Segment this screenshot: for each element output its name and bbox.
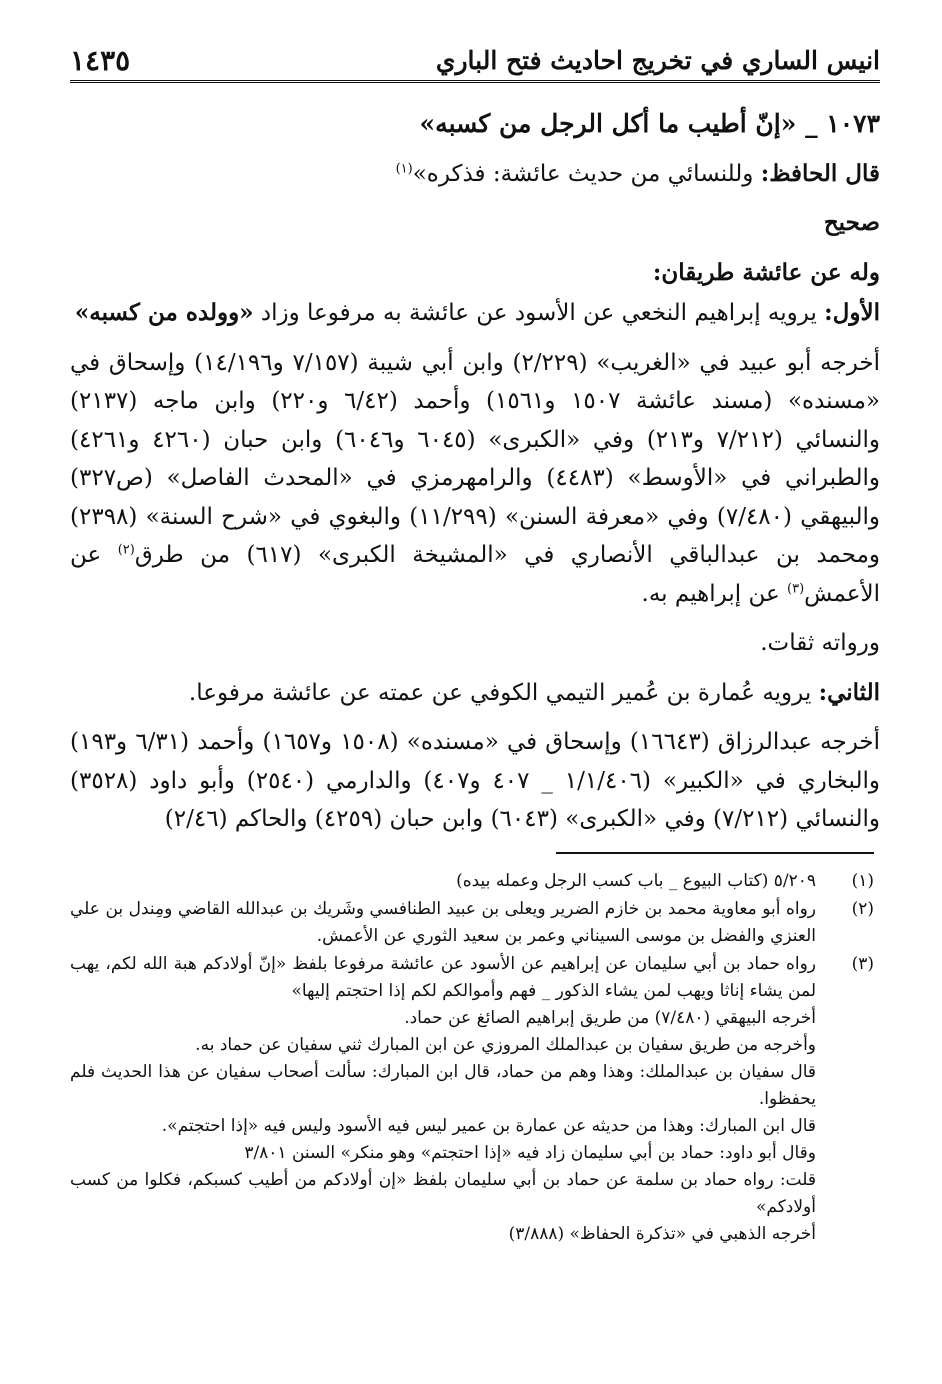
first-route-addition: «وولده من كسبه» — [74, 299, 254, 326]
footnote-ref-2[interactable]: (٢) — [117, 542, 135, 558]
main-text — [70, 105, 880, 850]
first-route-text: يرويه إبراهيم النخعي عن الأسود عن عائشة به مرفوعا وزاد — [260, 300, 817, 326]
footnote-ref-3[interactable]: (٣) — [787, 580, 805, 596]
footnote-line: أخرجه الذهبي في «تذكرة الحفاظ» (٣/٨٨٨) — [508, 1224, 816, 1244]
second-route — [70, 674, 880, 713]
footnote-ref-1[interactable]: (١) — [395, 160, 413, 176]
footnote-separator — [556, 852, 874, 854]
footnote-body — [70, 951, 816, 1248]
footnote-line: ٥/٢٠٩ (كتاب البيوع _ باب كسب الرجل وعمله بيده) — [456, 871, 816, 891]
footnote-number: (٢) — [851, 899, 874, 919]
hadith-title: ١٠٧٣ _ «إنّ أطيب ما أكل الرجل من كسبه» — [419, 109, 880, 138]
footnote-1 — [70, 868, 874, 895]
footnote-line: رواه حماد بن أبي سليمان عن إبراهيم عن الأسود عن عائشة مرفوعا بلفظ «إنّ أولادكم هبة الله لكم، يهب لمن يشاء إناثا ويهب لمن يشاء الذكور _ فهم وأموالكم لكم إذا احتجتم إليها» — [70, 954, 816, 1001]
first-takhrij-b: عن الأعمش — [70, 542, 880, 607]
grade: صحيح — [823, 209, 880, 236]
footnote-3 — [70, 951, 874, 1248]
routes-intro: وله عن عائشة طريقان: — [652, 258, 880, 286]
first-takhrij-c: عن إبراهيم به. — [641, 580, 780, 607]
footnote-line: وقال أبو داود: حماد بن أبي سليمان زاد فيه «إذا احتجتم» وهو منكر» السنن ٣/٨٠١ — [244, 1143, 816, 1163]
footnote-line: قال ابن المبارك: وهذا من حديثه عن عمارة بن عمير ليس فيه الأسود وليس فيه «إذا احتجتم». — [161, 1116, 816, 1136]
hafiz-quote — [70, 155, 880, 194]
footnote-line: قال سفيان بن عبدالملك: وهذا وهم من حماد، قال ابن المبارك: سألت أصحاب سفيان عن هذا الحديث فلم يحفظوا. — [70, 1062, 816, 1109]
first-takhrij — [70, 344, 880, 614]
footnote-line: قلت: رواه حماد بن سلمة عن حماد بن أبي سليمان بلفظ «إن أولادكم من أطيب كسبكم، فكلوا من كسب أولادكم» — [70, 1170, 816, 1217]
footnote-line: وأخرجه من طريق سفيان بن عبدالملك المروزي عن ابن المبارك ثني سفيان عن حماد به. — [195, 1035, 816, 1055]
first-takhrij-a: أخرجه أبو عبيد في «الغريب» (٢/٢٢٩) وابن أبي شيبة (٧/١٥٧ و١٤/١٩٦) وإسحاق في «مسنده» (مسند عائشة ١٥٠٧ و١٥٦١) وأحمد (٦/٤٢ و٢٢٠) وابن ماجه (٢١٣٧) والنسائي (٧/٢١٢ و٢١٣) وفي «الكبرى» (٦٠٤٥ و٦٠٤٦) وابن حبان (٤٢٦٠ و٤٢٦١) والطبراني في «الأوسط» (٤٤٨٣) والرامهرمزي في «المحدث الفاصل» (ص٣٢٧) والبيهقي (٧/٤٨٠) وفي «معرفة السنن» (١١/٢٩٩) والبغوي في «شرح السنة» (٢٣٩٨) ومحمد بن عبدالباقي الأنصاري في «المشيخة الكبرى» (٦١٧) من طرق — [70, 349, 881, 568]
footnote-line: رواه أبو معاوية محمد بن خازم الضرير ويعلى بن عبيد الطنافسي وشَريك بن عبدالله القاضي ومِندل بن علي العنزي والفضل بن موسى السيناني وعمر بن سعيد الثوري عن الأعمش. — [70, 899, 816, 946]
hafiz-text: وللنسائي من حديث عائشة: فذكره» — [412, 160, 754, 187]
first-route — [70, 294, 880, 333]
running-header — [70, 40, 880, 83]
footnote-line: أخرجه البيهقي (٧/٤٨٠) من طريق إبراهيم الصائغ عن حماد. — [404, 1008, 816, 1028]
footnote-2 — [70, 896, 874, 950]
page-number: ١٤٣٥ — [70, 43, 131, 77]
footnote-body — [70, 868, 816, 895]
second-takhrij: أخرجه عبدالرزاق (١٦٦٤٣) وإسحاق في «مسنده» (١٥٠٨ و١٦٥٧) وأحمد (٦/٣١ و١٩٣) والبخاري في «الكبير» (١/١/٤٠٦ _ ٤٠٧ و٤٠٧) والدارمي (٢٥٤٠) وأبو داود (٣٥٢٨) والنسائي (٧/٢١٢) وفي «الكبرى» (٦٠٤٣) وابن حبان (٤٢٥٩) والحاكم (٢/٤٦) — [70, 729, 881, 832]
second-route-text: يرويه عُمارة بن عُمير التيمي الكوفي عن عمته عن عائشة مرفوعا. — [188, 679, 812, 706]
first-route-label: الأول: — [824, 299, 880, 326]
book-title: انيس الساري في تخريج احاديث فتح الباري — [435, 45, 880, 75]
footnote-body — [70, 896, 816, 950]
narrators-note: ورواته ثقات. — [760, 630, 880, 656]
footnotes — [70, 868, 874, 1249]
hafiz-label: قال الحافظ: — [760, 159, 880, 187]
footnote-number: (٣) — [851, 954, 874, 974]
second-route-label: الثاني: — [818, 678, 880, 706]
footnote-number: (١) — [851, 871, 874, 891]
